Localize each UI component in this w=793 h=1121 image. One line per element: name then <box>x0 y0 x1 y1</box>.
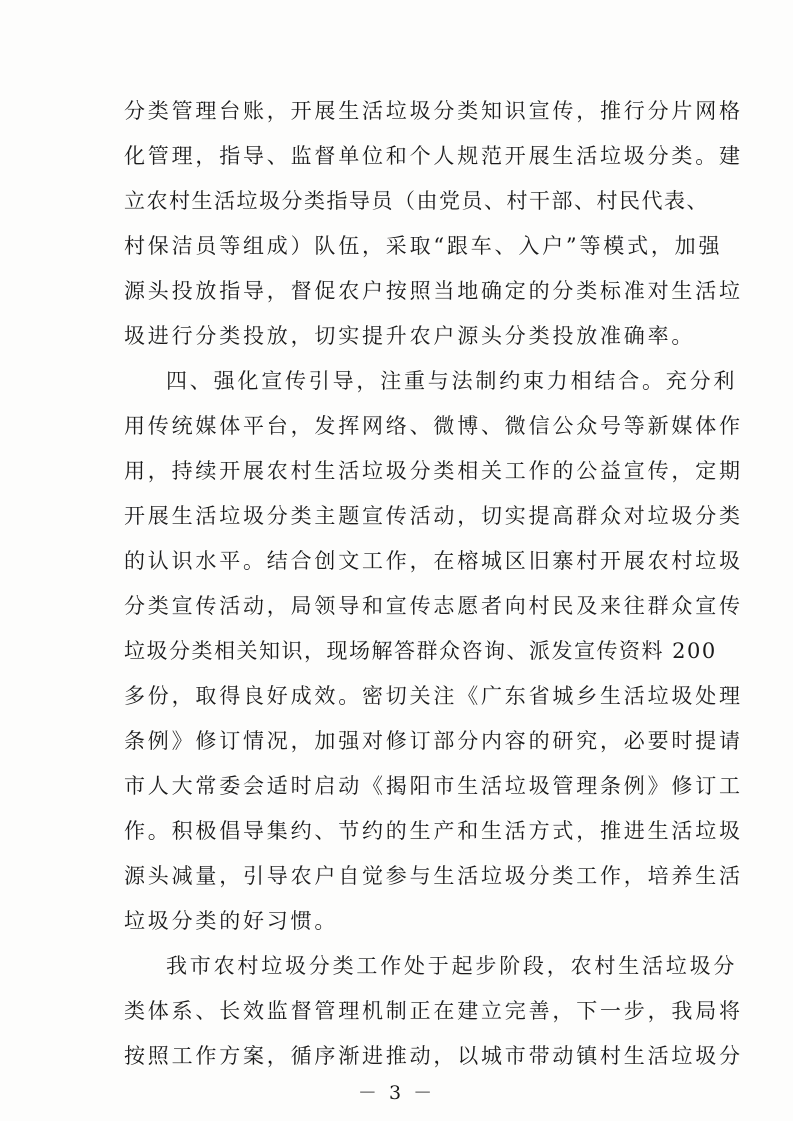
text-line: 开展生活垃圾分类主题宣传活动，切实提高群众对垃圾分类 <box>124 504 743 528</box>
text-line: 化管理，指导、监督单位和个人规范开展生活垃圾分类。建 <box>124 144 743 168</box>
text-line: 按照工作方案，循序渐进推动，以城市带动镇村生活垃圾分 <box>124 1044 743 1068</box>
text-line: 市人大常委会适时启动《揭阳市生活垃圾管理条例》修订工 <box>124 774 743 798</box>
text-line: 立农村生活垃圾分类指导员（由党员、村干部、村民代表、 <box>124 189 709 213</box>
text-line: 条例》修订情况，加强对修订部分内容的研究，必要时提请 <box>124 729 743 753</box>
paragraph-start-line: 我市农村垃圾分类工作处于起步阶段，农村生活垃圾分 <box>166 954 738 978</box>
section-heading-line: 四、强化宣传引导，注重与法制约束力相结合。充分利 <box>166 369 738 393</box>
text-line: 源头减量，引导农户自觉参与生活垃圾分类工作，培养生活 <box>124 864 743 888</box>
text-line: 用传统媒体平台，发挥网络、微博、微信公众号等新媒体作 <box>124 414 743 438</box>
page-number: － 3 － <box>357 1082 436 1104</box>
text-line: 作。积极倡导集约、节约的生产和生活方式，推进生活垃圾 <box>124 819 743 843</box>
text-line: 源头投放指导，督促农户按照当地确定的分类标准对生活垃 <box>124 279 743 303</box>
text-line: 分类管理台账，开展生活垃圾分类知识宣传，推行分片网格 <box>124 99 743 123</box>
text-line: 分类宣传活动，局领导和宣传志愿者向村民及来往群众宣传 <box>124 594 743 618</box>
text-line: 垃圾分类相关知识，现场解答群众咨询、派发宣传资料 200 <box>124 639 717 663</box>
text-line: 的认识水平。结合创文工作，在榕城区旧寨村开展农村垃圾 <box>124 549 743 573</box>
text-line: 圾进行分类投放，切实提升农户源头分类投放准确率。 <box>124 324 696 348</box>
text-line: 垃圾分类的好习惯。 <box>124 909 339 933</box>
text-line: 类体系、长效监督管理机制正在建立完善，下一步，我局将 <box>124 999 743 1023</box>
text-line: 多份，取得良好成效。密切关注《广东省城乡生活垃圾处理 <box>124 684 743 708</box>
text-line: 村保洁员等组成）队伍，采取“跟车、入户”等模式，加强 <box>124 234 723 258</box>
text-line: 用，持续开展农村生活垃圾分类相关工作的公益宣传，定期 <box>124 459 743 483</box>
